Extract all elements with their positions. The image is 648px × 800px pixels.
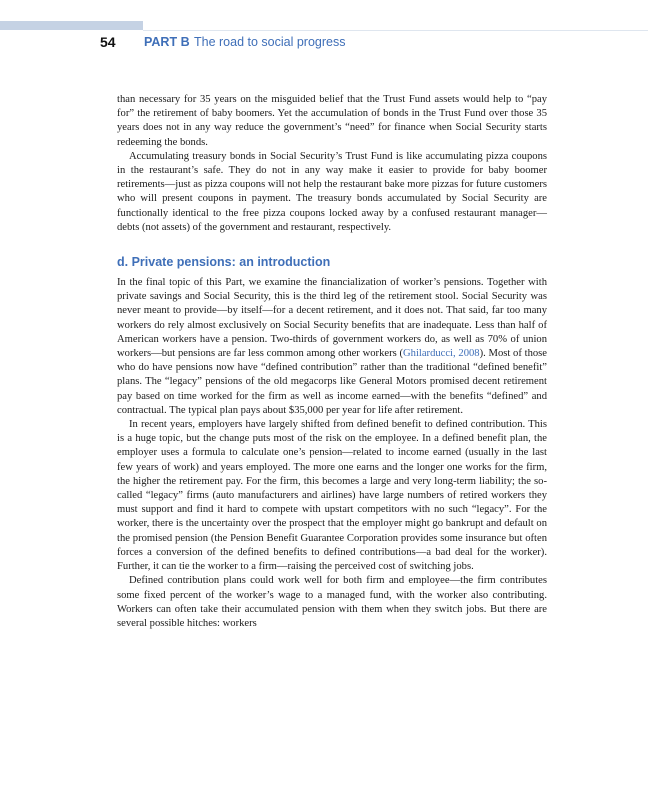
body-text xyxy=(117,93,547,631)
section-title: Private pensions: an introduction xyxy=(131,255,331,270)
part-title: The road to social progress xyxy=(194,35,346,49)
running-header xyxy=(0,34,648,54)
page-number: 54 xyxy=(100,34,116,50)
citation-link[interactable]: Ghilarducci, 2008 xyxy=(403,348,480,360)
section-letter: d. xyxy=(117,255,129,270)
paragraph xyxy=(117,276,547,418)
paragraph: In recent years, employers have largely shifted from defined benefit to defined contribution. This is a huge topic, but the change puts most of the risk on the employee. In a defined benefit plan, the employer uses a formula to calculate one’s pension—related to income earned (usually in the last few years of work) and years employed. The more one earns and the longer one works for the firm, the higher the retirement pay. For the firm, this becomes a large and very long-term liability; the so-called “legacy” firms (auto manufacturers and airlines) have large numbers of retired workers they must support and find it hard to compete with upstart competitors with no such “legacy”. For the worker, there is the uncertainty over the prospect that the employer might go bankrupt and default on the promised pension (the Pension Benefit Guarantee Corporation provides some insurance but often forces a conversion of the defined benefits to defined contributions—a bad deal for the worker). Further, it can tie the worker to a firm—raising the perceived cost of switching jobs. xyxy=(117,419,547,573)
header-accent-bar xyxy=(0,21,143,30)
paragraph: than necessary for 35 years on the misguided belief that the Trust Fund assets would help to “pay for” the retirement of baby boomers. Yet the accumulation of bonds in the Trust Fund over those 35 years does not in any way reduce the government’s “need” for finance when Social Security starts redeeming the bonds. xyxy=(117,94,547,148)
paragraph-text: In the final topic of this Part, we examine the financialization of worker’s pensions. Together with private savings and Social Security, this is the third leg of the retirement stool. Social Security was never meant to provide—by itself—for a decent retirement, and it does not. That said, far too many workers do rely almost exclusively on Social Security benefits that are inadequate. Less than half of American workers have a pension. Two-thirds of government workers do, as well as 70% of union workers—but pensions are far less common among other workers ( xyxy=(117,277,547,360)
header-rule xyxy=(143,30,648,31)
section-heading xyxy=(117,254,547,270)
paragraph: Accumulating treasury bonds in Social Security’s Trust Fund is like accumulating pizza coupons in the restaurant’s safe. They do not in any way make it easier to provide for baby boomer retirements—just as pizza coupons will not help the restaurant bake more pizzas for future customers who will present coupons in payment. The treasury bonds accumulated by Social Security are functionally identical to the free pizza coupons locked away by a confused restaurant manager—debts (not assets) of the government and restaurant, respectively. xyxy=(117,150,547,233)
part-label: PART B xyxy=(144,35,190,49)
paragraph-text: ). Most of those who do have pensions now have “defined contribution” rather than the traditional “defined benefit” plans. The “legacy” pensions of the old megacorps like General Motors promised decent retirement pay based on time worked for the firm as well as income earned—with the benefits “defined” and contractual. The typical plan pays about $35,000 per year for life after retirement. xyxy=(117,348,547,416)
paragraph: Defined contribution plans could work well for both firm and employee—the firm contributes some fixed percent of the worker’s wage to a managed fund, with the worker also contributing. Workers can often take their accumulated pension with them when they switch jobs. But there are several possible hitches: workers xyxy=(117,575,547,629)
